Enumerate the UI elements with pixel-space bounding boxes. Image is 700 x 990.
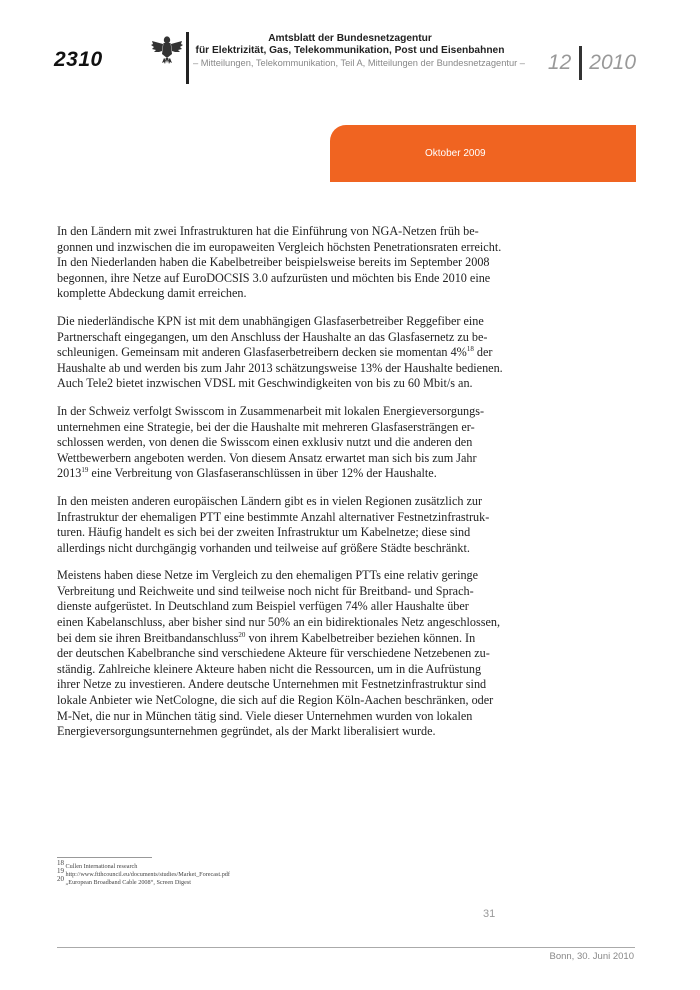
text-line: der	[473, 345, 493, 360]
text-line: M-Net, die nur in München tätig sind. Viele dieser Unternehmen wurden von lokalen	[57, 708, 473, 723]
text-line: von ihrem Kabelbetreiber beziehen können. In	[245, 630, 476, 645]
issue-year: 2010	[589, 51, 636, 74]
text-line: begonnen, ihre Netze auf EuroDOCSIS 3.0 aufzurüsten und möchten bis Ende 2010 eine	[57, 270, 491, 285]
text-line: lokale Anbieter wie NetCologne, die sich auf die Region Köln-Aachen beschränken, oder	[57, 693, 494, 708]
footnotes	[57, 859, 230, 887]
text-line: Haushalte ab und werden bis zum Jahr 2013 schätzungsweise 13% der Haushalte bedienen.	[57, 360, 503, 375]
text-line: Meistens haben diese Netze im Vergleich zu den ehemaligen PTTs eine relativ geringe	[57, 568, 479, 583]
issue-number: 12	[547, 51, 572, 74]
text-line: turen. Häufig handelt es sich bei der zweiten Infrastruktur um Kabelnetze; diese sind	[57, 525, 471, 540]
text-line: dienste aufgerüstet. In Deutschland zum Beispiel verfügen 74% aller Haushalte über	[57, 599, 469, 614]
footnote-number: 20	[57, 875, 64, 884]
inner-page-number: 31	[483, 908, 496, 920]
issue-divider	[579, 46, 582, 80]
footnote-number: 19	[57, 867, 64, 876]
page-number: 2310	[54, 48, 103, 71]
header-divider	[186, 32, 189, 84]
text-line: 2013	[57, 466, 82, 481]
paragraph	[57, 568, 617, 740]
text-line: allerdings nicht durchgängig vorhanden und teilweise auf größere Städte beschränkt.	[57, 540, 470, 555]
text-line: In den Ländern mit zwei Infrastrukturen hat die Einführung von NGA-Netzen früh be-	[57, 224, 479, 238]
text-line: unternehmen eine Strategie, bei der die Haushalte mit mehreren Glasfasersträngen er-	[57, 419, 475, 434]
text-line: Energieversorgungsunternehmen gegründet, als der Markt liberalisiert wurde.	[57, 724, 436, 739]
footnote-text: „European Broadband Cable 2008“, Screen Digest	[65, 879, 191, 887]
text-line: ihrer Netze zu investieren. Andere deutsche Unternehmen mit Festnetzinfrastruktur sind	[57, 677, 487, 692]
place-date: Bonn, 30. Juni 2010	[549, 951, 634, 962]
text-line: eine Verbreitung von Glasfaseranschlüssen in über 12% der Haushalte.	[88, 466, 437, 481]
footnote-text: Cullen International research	[65, 863, 138, 871]
footnote-ref[interactable]: 18	[466, 345, 474, 354]
text-line: Partnerschaft eingegangen, um den Anschluss der Haushalte an das Glasfasernetz zu be-	[57, 329, 488, 344]
text-line: Die niederländische KPN ist mit dem unabhängigen Glasfaserbetreiber Reggefiber eine	[57, 313, 484, 328]
text-line: Auch Tele2 bietet inzwischen VDSL mit Geschwindigkeiten von bis zu 60 Mbit/s an.	[57, 376, 473, 391]
paragraph	[57, 224, 617, 302]
footnote	[57, 859, 230, 871]
text-line: komplette Abdeckung damit erreichen.	[57, 286, 247, 301]
publication-subtitle: – Mitteilungen, Telekommunikation, Teil A, Mitteilungen der Bundesnetzagentur –	[193, 58, 525, 68]
text-line: In den Niederlanden haben die Kabelbetreiber beispielsweise bereits im September 2008	[57, 255, 490, 270]
publication-title	[190, 33, 510, 57]
text-line: In der Schweiz verfolgt Swisscom in Zusammenarbeit mit lokalen Energieversorgungs-	[57, 403, 485, 418]
footnote-ref[interactable]: 19	[81, 466, 89, 475]
text-line: schlossen werden, von denen die Swisscom einen exklusiv nutzt und die anderen den	[57, 435, 473, 450]
text-line: schleunigen. Gemeinsam mit anderen Glasfaserbetreibern decken sie momentan 4%	[57, 345, 467, 360]
text-line: einen Kabelanschluss, aber bisher sind nur 50% an ein bidirektionales Netz angeschlossen,	[57, 615, 501, 630]
article-body	[57, 224, 617, 752]
text-line: Wettbewerbern angeboten werden. Von diesem Ansatz erwartet man sich bis zum Jahr	[57, 450, 477, 465]
text-line: Verbreitung und Reichweite und sind teilweise noch nicht für Breitband- und Sprach-	[57, 583, 474, 598]
paragraph	[57, 494, 617, 556]
paragraph	[57, 404, 617, 482]
text-line: gonnen und inzwischen die im europaweiten Vergleich höchsten Penetrationsraten erreicht.	[57, 239, 502, 254]
publication-title-line1: Amtsblatt der Bundesnetzagentur	[268, 33, 432, 44]
date-banner-label: Oktober 2009	[425, 148, 486, 159]
text-line: Infrastruktur der ehemaligen PTT eine bestimmte Anzahl alternativer Festnetzinfrastruk-	[57, 509, 490, 524]
text-line: der deutschen Kabelbranche sind verschiedene Akteure für verschiedene Netzebenen zu-	[57, 646, 490, 661]
footnote-number: 18	[57, 859, 64, 867]
issue-label	[548, 46, 636, 80]
text-line: ständig. Zahlreiche kleinere Akteure haben nicht die Ressourcen, um in die Aufrüstung	[57, 661, 482, 676]
footnote-divider	[57, 857, 152, 858]
paragraph	[57, 314, 617, 392]
text-line: In den meisten anderen europäischen Ländern gibt es in vielen Regionen zusätzlich zur	[57, 493, 483, 508]
date-banner	[330, 125, 636, 182]
footer-divider	[57, 947, 635, 948]
publication-title-line2: für Elektrizität, Gas, Telekommunikation, Post und Eisenbahnen	[195, 45, 505, 56]
federal-eagle-icon	[150, 32, 184, 66]
footnote-ref[interactable]: 20	[238, 630, 246, 639]
footnote-link[interactable]: http://www.ftthcouncil.eu/documents/studies/Market_Forecast.pdf	[65, 871, 230, 879]
text-line: bei dem sie ihren Breitbandanschluss	[57, 630, 239, 645]
